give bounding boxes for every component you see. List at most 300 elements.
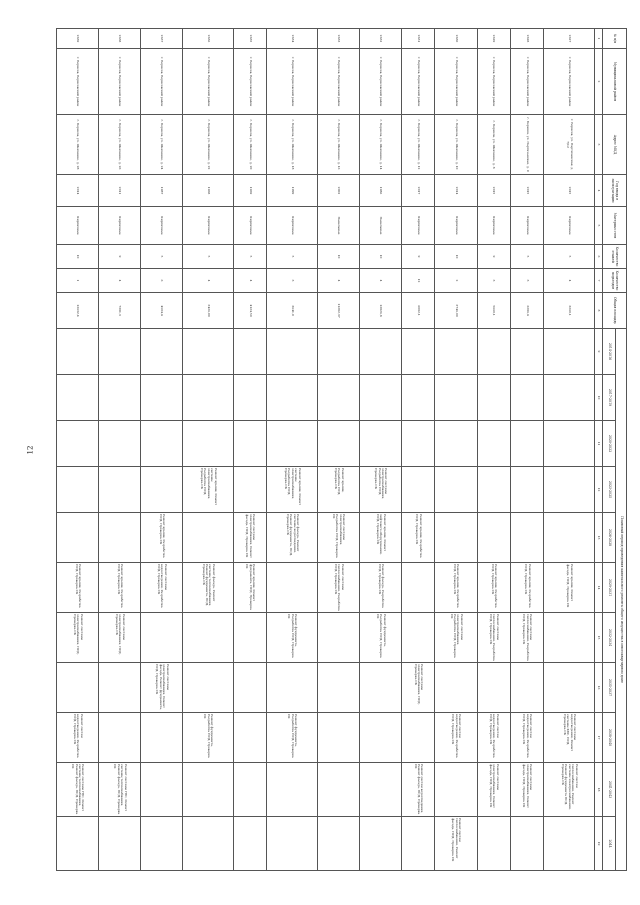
cell-district: г. Борисов, Борисовский район — [317, 49, 359, 115]
table-row — [233, 29, 266, 871]
cell-address: г. Борисов, ул. Шевченко, д. 28 — [57, 115, 99, 175]
header-period-group: Плановый период проведения капитального ремонта общего имущества в многоквартирном доме — [616, 329, 627, 871]
cell-period-2029-2031: Ремонт фасада, Ремонт системы теплоснабжения, Ремонт фундамента, ПСД, Проверка СК — [183, 563, 234, 613]
cell-period-2044 — [267, 817, 318, 871]
cell-floors: 9 — [402, 245, 435, 269]
cell-n: 2636 — [183, 29, 234, 49]
cell-period-2029-2031: Ремонт крыши, Ремонт фундамента, ПСД, Проверка СК — [233, 563, 266, 613]
cell-district: г. Борисов, Борисовский район — [141, 49, 183, 115]
cell-period-2032-2034: Ремонт системы теплоснабжения, Разработка ПСД, Проверка СК — [510, 613, 543, 663]
cell-period-2026-2028 — [435, 513, 477, 563]
cell-period-2032-2034 — [141, 613, 183, 663]
cell-period-2032-2034: Ремонт фундамента, Разработка ПСД, Проверка СК — [360, 613, 402, 663]
cell-period-2029-2031: Ремонт крыши, Разработка ПСД, Проверка СК — [99, 563, 141, 613]
table-row — [183, 29, 234, 871]
cell-district: г. Борисов, Борисовский район — [183, 49, 234, 115]
cell-area: 4104,4 — [141, 293, 183, 329]
cell-period-2017-2019 — [317, 375, 359, 421]
cell-area: 12632,4 — [57, 293, 99, 329]
cell-floors: 5 — [544, 245, 595, 269]
cell-period-2023-2025: Ремонт системы электроснабжения, Разработка ПСД, Проверка СК — [360, 467, 402, 513]
cell-period-2044 — [57, 817, 99, 871]
cell-period-2023-2025: Ремонт крыши, Разработка ПСД, Проверка СК — [317, 467, 359, 513]
cell-entrances: 3 — [477, 269, 510, 293]
cell-entrances: 12 — [402, 269, 435, 293]
cell-area: 3260,1 — [544, 293, 595, 329]
header-year-2044: 2044 — [603, 817, 616, 871]
table-row — [360, 29, 402, 871]
column-number: 3 — [595, 115, 603, 175]
cell-period-2020-2022 — [99, 421, 141, 467]
cell-address: г. Борисов, ул. Партизанская, д. 9 — [510, 115, 543, 175]
header-year-2032-2034: 2032-2034 — [603, 613, 616, 663]
cell-period-2038-2040 — [360, 713, 402, 763]
cell-year: 2015 — [510, 175, 543, 207]
cell-period-2038-2040 — [233, 713, 266, 763]
cell-period-2014-2016 — [477, 329, 510, 375]
cell-entrances: 1 — [57, 269, 99, 293]
cell-area: 7391,3 — [99, 293, 141, 329]
cell-n: 2631 — [402, 29, 435, 49]
cell-district: г. Борисов, Борисовский район — [544, 49, 595, 115]
cell-period-2020-2022 — [267, 421, 318, 467]
cell-material: Кирпичные — [57, 207, 99, 245]
cell-period-2023-2025 — [141, 467, 183, 513]
cell-period-2038-2040: Ремонт систем водоотведения, Разработка ПСД, Проверка СК — [510, 713, 543, 763]
cell-period-2041-2043 — [317, 763, 359, 817]
cell-period-2044 — [233, 817, 266, 871]
cell-district: г. Борисов, Борисовский район — [233, 49, 266, 115]
cell-period-2029-2031: Ремонт системы теплоснабжения, Разработка ПСД, Проверка СК — [317, 563, 359, 613]
cell-period-2026-2028: Ремонт крыши, Разработка ПСД, Проверка СК — [402, 513, 435, 563]
cell-period-2026-2028 — [510, 513, 543, 563]
column-number: 1 — [595, 29, 603, 49]
cell-year: 2011 — [99, 175, 141, 207]
cell-period-2032-2034 — [317, 613, 359, 663]
cell-period-2035-2037 — [233, 663, 266, 713]
column-number: 10 — [595, 375, 603, 421]
cell-period-2041-2043: Ремонт системы ГВС, Ремонт системы теплоснабжения, Ремонт фасада, ПСД, Проверка СК — [99, 763, 141, 817]
header-floors: Количество этажей — [603, 245, 627, 269]
cell-period-2035-2037 — [183, 663, 234, 713]
cell-period-2035-2037 — [317, 663, 359, 713]
cell-entrances: 4 — [360, 269, 402, 293]
cell-area: 3641,9 — [267, 293, 318, 329]
table-row — [57, 29, 99, 871]
cell-period-2041-2043 — [183, 763, 234, 817]
cell-address: г. Борисов, ул. Шевченко, д. 22 — [183, 115, 234, 175]
cell-period-2017-2019 — [141, 375, 183, 421]
cell-entrances: 4 — [317, 269, 359, 293]
cell-entrances: 4 — [99, 269, 141, 293]
cell-period-2035-2037 — [435, 663, 477, 713]
header-year-2035-2037: 2035-2037 — [603, 663, 616, 713]
header-entrances: Количество подъездов — [603, 269, 627, 293]
column-number: 4 — [595, 175, 603, 207]
cell-period-2026-2028 — [544, 513, 595, 563]
cell-period-2035-2037 — [360, 663, 402, 713]
cell-period-2026-2028 — [183, 513, 234, 563]
cell-period-2044 — [360, 817, 402, 871]
header-year-2017-2019: 2017-2019 — [603, 375, 616, 421]
cell-address: г. Борисов, ул. Шевченко, д. 20 — [233, 115, 266, 175]
cell-period-2029-2031 — [402, 563, 435, 613]
column-number: 13 — [595, 513, 603, 563]
cell-period-2044 — [477, 817, 510, 871]
cell-material: Кирпичные — [99, 207, 141, 245]
cell-period-2044 — [141, 817, 183, 871]
cell-district: г. Борисов, Борисовский район — [402, 49, 435, 115]
cell-entrances: 4 — [233, 269, 266, 293]
cell-period-2032-2034: Ремонт системы электроснабжения, ПСД, Проверка СК — [99, 613, 141, 663]
cell-n: 2635 — [233, 29, 266, 49]
cell-period-2035-2037: Ремонт системы электроснабжения, Ремонт фасада, Ремонт фундамента, ПСД, Проверка СК — [141, 663, 183, 713]
cell-address: г. Борисов, ул. Шевченко, д. 8 — [477, 115, 510, 175]
cell-period-2017-2019 — [183, 375, 234, 421]
cell-period-2041-2043 — [141, 763, 183, 817]
cell-period-2017-2019 — [435, 375, 477, 421]
header-year-2014-2016: 2014-2016 — [603, 329, 616, 375]
cell-period-2035-2037 — [544, 663, 595, 713]
cell-period-2020-2022 — [510, 421, 543, 467]
cell-period-2017-2019 — [477, 375, 510, 421]
cell-material: Кирпичные — [233, 207, 266, 245]
cell-period-2014-2016 — [317, 329, 359, 375]
column-number: 7 — [595, 269, 603, 293]
cell-entrances: 2 — [435, 269, 477, 293]
cell-floors: 10 — [57, 245, 99, 269]
cell-period-2014-2016 — [183, 329, 234, 375]
cell-n: 2629 — [477, 29, 510, 49]
cell-period-2035-2037 — [57, 663, 99, 713]
cell-address: г. Борисов, ул. Шевченко, д. 26 — [99, 115, 141, 175]
cell-n: 2634 — [267, 29, 318, 49]
header-year: Год ввода в эксплуатацию — [603, 175, 627, 207]
cell-address: г. Борисов, ул. Шевченко, д. 10 — [435, 115, 477, 175]
cell-address: г. Борисов, ул. Шевченко, д. 14 — [360, 115, 402, 175]
cell-area: 5660,1 — [477, 293, 510, 329]
header-area: Общая площадь — [603, 293, 627, 329]
header-year-2026-2028: 2026-2028 — [603, 513, 616, 563]
cell-period-2032-2034: Ремонт системы теплоснабжения, Разработка ПСД, Проверка СК — [477, 613, 510, 663]
cell-entrances: 3 — [510, 269, 543, 293]
header-num: № п/п — [603, 29, 627, 49]
cell-year: 2014 — [57, 175, 99, 207]
cell-period-2041-2043 — [360, 763, 402, 817]
cell-floors: 9 — [477, 245, 510, 269]
cell-period-2032-2034: Ремонт фундамента, Разработка ПСД, Проверка СК — [267, 613, 318, 663]
cell-period-2044 — [510, 817, 543, 871]
cell-address: г. Борисов, ул. Партизанская, д. 7/12 — [544, 115, 595, 175]
cell-period-2029-2031: Ремонт крыши, Разработка ПСД, Проверка СК — [57, 563, 99, 613]
cell-material: Кирпичные — [510, 207, 543, 245]
cell-period-2023-2025 — [233, 467, 266, 513]
cell-period-2038-2040: Ремонт системы водоотведения, Ремонт системы ХВС, ПСД, Проверка СК — [544, 713, 595, 763]
cell-material: Панельные — [360, 207, 402, 245]
capital-repair-table — [56, 28, 627, 871]
header-year-2041-2043: 2041-2043 — [603, 763, 616, 817]
cell-period-2023-2025 — [99, 467, 141, 513]
cell-year: 1987 — [141, 175, 183, 207]
cell-period-2041-2043 — [233, 763, 266, 817]
cell-period-2020-2022 — [360, 421, 402, 467]
cell-district: г. Борисов, Борисовский район — [99, 49, 141, 115]
cell-floors: 9 — [99, 245, 141, 269]
cell-period-2017-2019 — [510, 375, 543, 421]
cell-period-2029-2031: Ремонт фасада, Разработка ПСД, Проверка СК — [360, 563, 402, 613]
header-district: Муниципальный район — [603, 49, 627, 115]
cell-entrances: 4 — [544, 269, 595, 293]
cell-period-2017-2019 — [57, 375, 99, 421]
cell-period-2029-2031: Ремонт системы водоотведения, Разработка ПСД, Проверка СК — [141, 563, 183, 613]
cell-period-2017-2019 — [99, 375, 141, 421]
cell-period-2017-2019 — [360, 375, 402, 421]
cell-period-2017-2019 — [267, 375, 318, 421]
cell-period-2032-2034: Ремонт системы электроснабжения, ПСД, Проверка СК — [57, 613, 99, 663]
column-number: 6 — [595, 245, 603, 269]
cell-period-2020-2022 — [435, 421, 477, 467]
cell-period-2041-2043: Ремонт системы электроснабжения, Ремонт фасада, ПСД, Проверка СК — [510, 763, 543, 817]
table-row — [435, 29, 477, 871]
cell-material: Кирпичные — [141, 207, 183, 245]
cell-period-2038-2040: Ремонт фундамента, Разработка ПСД, Проверка СК — [267, 713, 318, 763]
cell-period-2041-2043: Ремонт систем теплоснабжения, Ремонт системы электроснабжения, Ремонт фундамента ПСД, Проверка СК — [544, 763, 595, 817]
cell-period-2044: Ремонт систем теплоснабжения, Ремонт фасада, ПСД, Проверка СК — [435, 817, 477, 871]
cell-period-2014-2016 — [402, 329, 435, 375]
cell-period-2038-2040 — [141, 713, 183, 763]
cell-year: 2015 — [477, 175, 510, 207]
cell-period-2026-2028 — [477, 513, 510, 563]
cell-period-2020-2022 — [477, 421, 510, 467]
cell-floors: 5 — [510, 245, 543, 269]
cell-area: 12826,8 — [360, 293, 402, 329]
cell-floors: 10 — [317, 245, 359, 269]
cell-address: г. Борисов, ул. Шевченко, д. 12 — [402, 115, 435, 175]
column-number: 19 — [595, 817, 603, 871]
cell-period-2038-2040: Ремонт систем водоотведения, Разработка ПСД, Проверка СК — [477, 713, 510, 763]
cell-floors: 5 — [141, 245, 183, 269]
cell-floors: 10 — [435, 245, 477, 269]
cell-n: 2627 — [544, 29, 595, 49]
cell-period-2038-2040: Ремонт систем водоотведения, Разработка ПСД, Проверка СК — [57, 713, 99, 763]
cell-district: г. Борисов, Борисовский район — [510, 49, 543, 115]
table-row — [141, 29, 183, 871]
cell-period-2041-2043 — [267, 763, 318, 817]
cell-period-2032-2034 — [544, 613, 595, 663]
cell-year: 2017 — [402, 175, 435, 207]
cell-period-2023-2025 — [510, 467, 543, 513]
cell-period-2026-2028: Ремонт фасада, Ремонт системы водоотведения, Ремонт фундамента, ПСД, Проверка СК — [267, 513, 318, 563]
cell-year: 2002 — [317, 175, 359, 207]
cell-year: 1999 — [267, 175, 318, 207]
column-number: 5 — [595, 207, 603, 245]
cell-period-2035-2037 — [477, 663, 510, 713]
cell-period-2035-2037: Ремонт системы электроснабжения, ПСД, Проверка СК — [402, 663, 435, 713]
cell-year: 1986 — [360, 175, 402, 207]
cell-n: 2632 — [360, 29, 402, 49]
cell-period-2023-2025 — [402, 467, 435, 513]
cell-material: Кирпичные — [477, 207, 510, 245]
cell-period-2038-2040: Ремонт фундамента, Разработка ПСД, Проверка СК — [183, 713, 234, 763]
cell-period-2020-2022 — [402, 421, 435, 467]
cell-year: 1969 — [233, 175, 266, 207]
cell-n: 2628 — [510, 29, 543, 49]
cell-floors: 5 — [267, 245, 318, 269]
column-number: 18 — [595, 763, 603, 817]
cell-period-2014-2016 — [99, 329, 141, 375]
cell-area: 6092,1 — [402, 293, 435, 329]
table-container — [56, 28, 627, 870]
header-material: Материал стен — [603, 207, 627, 245]
cell-period-2026-2028: Ремонт крыши, Разработка ПСД, Проверка СК — [141, 513, 183, 563]
cell-period-2020-2022 — [317, 421, 359, 467]
cell-material: Кирпичные — [544, 207, 595, 245]
cell-period-2032-2034 — [183, 613, 234, 663]
column-number: 12 — [595, 467, 603, 513]
cell-period-2014-2016 — [57, 329, 99, 375]
cell-period-2023-2025 — [477, 467, 510, 513]
header-year-2038-2040: 2038-2040 — [603, 713, 616, 763]
header-year-2020-2022: 2020-2022 — [603, 421, 616, 467]
cell-address: г. Борисов, ул. Шевченко, д. 18 — [267, 115, 318, 175]
cell-district: г. Борисов, Борисовский район — [435, 49, 477, 115]
cell-period-2035-2037 — [267, 663, 318, 713]
cell-period-2017-2019 — [233, 375, 266, 421]
cell-period-2026-2028 — [99, 513, 141, 563]
cell-period-2029-2031: Ремонт крыши, Ремонт фасада, ПСД, Проверка СК — [544, 563, 595, 613]
cell-district: г. Борисов, Борисовский район — [267, 49, 318, 115]
cell-period-2038-2040 — [99, 713, 141, 763]
cell-period-2017-2019 — [402, 375, 435, 421]
cell-period-2029-2031: Ремонт крыши, Разработка ПСД, Проверка СК — [477, 563, 510, 613]
table-row — [267, 29, 318, 871]
cell-material: Кирпичные — [183, 207, 234, 245]
cell-period-2026-2028: Ремонт системы электроснабжения, Ремонт фасада, ПСД, Проверка СК — [233, 513, 266, 563]
cell-period-2023-2025 — [435, 467, 477, 513]
cell-period-2044 — [183, 817, 234, 871]
rotated-page — [56, 28, 627, 870]
cell-material: Кирпичные — [435, 207, 477, 245]
cell-period-2020-2022 — [183, 421, 234, 467]
cell-period-2041-2043: Ремонт системы электроснабжения, Ремонт фасада, ПСД, Проверка СК — [477, 763, 510, 817]
cell-n: 2639 — [57, 29, 99, 49]
cell-period-2035-2037 — [510, 663, 543, 713]
cell-area: 4124,50 — [233, 293, 266, 329]
header-year-2023-2025: 2023-2025 — [603, 467, 616, 513]
table-row — [477, 29, 510, 871]
cell-period-2038-2040: Ремонт систем водоотведения, Разработка ПСД, Проверка СК — [435, 713, 477, 763]
cell-period-2026-2028: Ремонт крыши, Ремонт лифтового оборудования, ПСД, Проверка СК — [360, 513, 402, 563]
column-number: 16 — [595, 663, 603, 713]
cell-entrances: 4 — [183, 269, 234, 293]
cell-entrances: 6 — [141, 269, 183, 293]
cell-period-2020-2022 — [544, 421, 595, 467]
cell-period-2023-2025: Ремонт крыши, Ремонт системы электроснабжения, Разработка ПСД, Проверка СК — [183, 467, 234, 513]
cell-period-2014-2016 — [544, 329, 595, 375]
cell-n: 2637 — [141, 29, 183, 49]
cell-entrances: 3 — [267, 269, 318, 293]
cell-period-2029-2031: Ремонт крыши, Разработка ПСД, Проверка СК — [435, 563, 477, 613]
cell-n: 2630 — [435, 29, 477, 49]
cell-district: г. Борисов, Борисовский район — [360, 49, 402, 115]
page-number: 12 — [26, 445, 35, 455]
cell-area: 3746,00 — [435, 293, 477, 329]
cell-period-2014-2016 — [510, 329, 543, 375]
cell-period-2020-2022 — [57, 421, 99, 467]
cell-period-2023-2025 — [544, 467, 595, 513]
cell-period-2029-2031: Ремонт крыши, Разработка ПСД, Проверка СК — [510, 563, 543, 613]
cell-n: 2633 — [317, 29, 359, 49]
cell-period-2014-2016 — [360, 329, 402, 375]
cell-floors: 5 — [183, 245, 234, 269]
column-number: 11 — [595, 421, 603, 467]
cell-period-2014-2016 — [267, 329, 318, 375]
cell-area: 2296,4 — [510, 293, 543, 329]
cell-period-2035-2037 — [99, 663, 141, 713]
cell-period-2017-2019 — [544, 375, 595, 421]
cell-district: г. Борисов, Борисовский район — [477, 49, 510, 115]
cell-floors: 5 — [233, 245, 266, 269]
column-number: 9 — [595, 329, 603, 375]
cell-period-2032-2034: Ремонт системы электроснабжения, Разработка ПСД, Проверка СК — [435, 613, 477, 663]
cell-period-2014-2016 — [233, 329, 266, 375]
cell-period-2041-2043: Ремонт систем водоотведения, Ремонт фасада, ПСД, Проверка СК — [402, 763, 435, 817]
cell-year: 1968 — [183, 175, 234, 207]
cell-period-2044 — [99, 817, 141, 871]
table-row — [402, 29, 435, 871]
cell-period-2038-2040 — [402, 713, 435, 763]
column-number: 17 — [595, 713, 603, 763]
header-address: Адрес МКД — [603, 115, 627, 175]
column-number: 8 — [595, 293, 603, 329]
cell-material: Кирпичные — [267, 207, 318, 245]
cell-period-2026-2028: Ремонт системы электроснабжения, Разработка ПСД, Проверка СК — [317, 513, 359, 563]
cell-year: 2015 — [544, 175, 595, 207]
cell-period-2032-2034 — [402, 613, 435, 663]
cell-period-2014-2016 — [435, 329, 477, 375]
column-number: 15 — [595, 613, 603, 663]
table-row — [317, 29, 359, 871]
cell-material: Панельные — [317, 207, 359, 245]
cell-period-2014-2016 — [141, 329, 183, 375]
cell-period-2032-2034 — [233, 613, 266, 663]
cell-period-2041-2043: Ремонт системы ГВС, Ремонт системы теплоснабжения, Ремонт фасада, ПСД, Проверка СК — [57, 763, 99, 817]
cell-period-2041-2043 — [435, 763, 477, 817]
column-number: 14 — [595, 563, 603, 613]
cell-address: г. Борисов, ул. Шевченко, д. 16 — [317, 115, 359, 175]
cell-district: г. Борисов, Борисовский район — [57, 49, 99, 115]
cell-area: 11282,37 — [317, 293, 359, 329]
cell-address: г. Борисов, ул. Шевченко, д. 24 — [141, 115, 183, 175]
table-row — [510, 29, 543, 871]
cell-period-2044 — [402, 817, 435, 871]
cell-year: 2014 — [435, 175, 477, 207]
cell-period-2023-2025: Ремонт крыши, Ремонт системы электроснабжения, Разработка ПСД, Проверка СК — [267, 467, 318, 513]
cell-floors: 10 — [360, 245, 402, 269]
cell-material: Кирпичные — [402, 207, 435, 245]
column-number: 2 — [595, 49, 603, 115]
table-row — [99, 29, 141, 871]
cell-period-2044 — [317, 817, 359, 871]
header-year-2029-2031: 2029-2031 — [603, 563, 616, 613]
cell-period-2044 — [544, 817, 595, 871]
cell-period-2020-2022 — [141, 421, 183, 467]
cell-period-2020-2022 — [233, 421, 266, 467]
cell-period-2023-2025 — [57, 467, 99, 513]
cell-period-2026-2028 — [57, 513, 99, 563]
cell-period-2038-2040 — [317, 713, 359, 763]
cell-area: 3426,90 — [183, 293, 234, 329]
